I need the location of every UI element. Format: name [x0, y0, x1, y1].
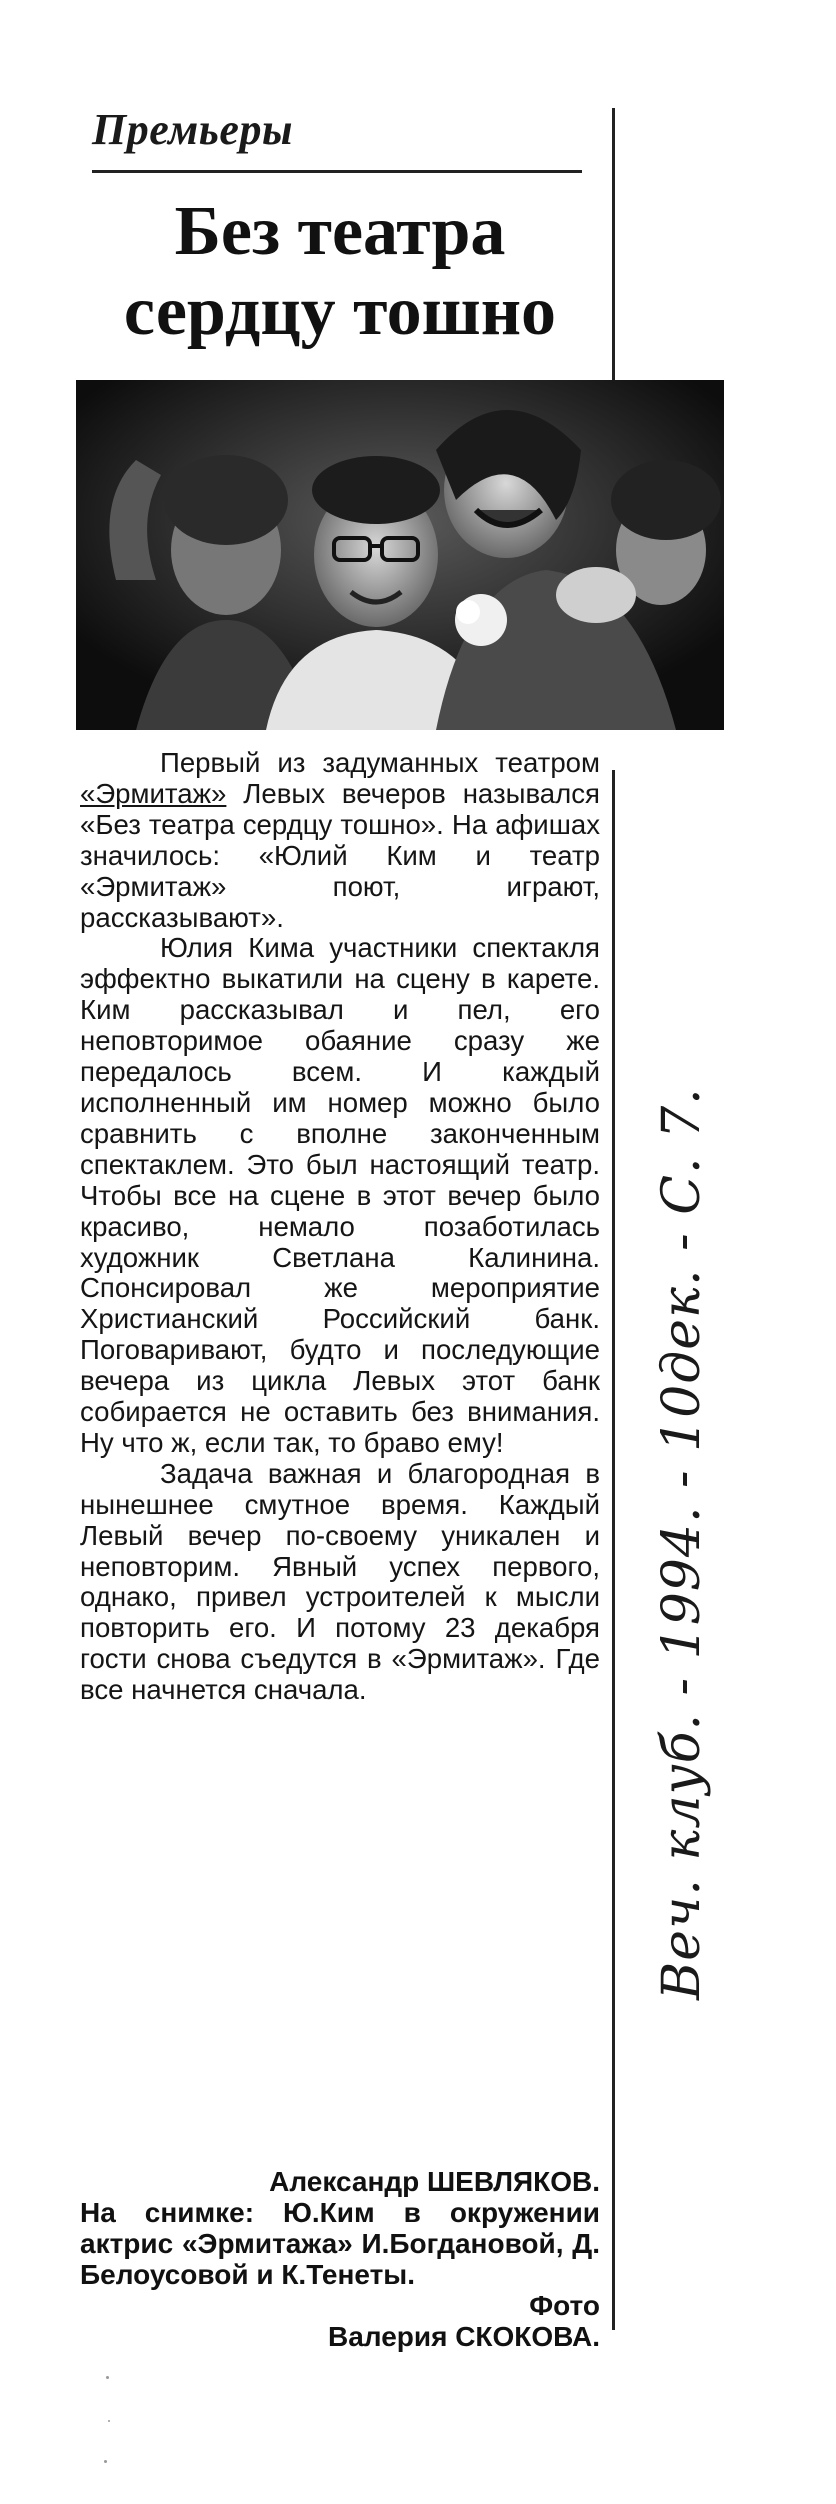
article-headline: [80, 192, 600, 352]
headline-line-1: Без театра: [174, 193, 506, 270]
scan-speck: [108, 2420, 110, 2422]
article-body: [80, 748, 600, 1706]
article-credits: [80, 2166, 600, 2352]
column-rule-top: [612, 108, 615, 390]
paragraph-1-ermitazh: «Эрмитаж»: [80, 777, 227, 809]
photo-caption: На снимке: Ю.Ким в окружении актрис «Эрмитажа» И.Богдановой, Д. Белоусовой и К.Тенеты.: [80, 2197, 600, 2290]
scan-speck: [106, 2376, 109, 2379]
column-rule-main: [612, 770, 615, 2330]
paragraph-1-end: Левых вечеров назывался «Без театра сердцу тошно». На афишах значилось: «Юлий Ким и театр «Эрмитаж» поют, играют, рассказывают».: [80, 777, 600, 933]
photographer-name: Валерия СКОКОВА.: [327, 2321, 600, 2352]
paragraph-3: Задача важная и благородная в нынешнее смутное время. Каждый Левый вечер по-своему уникален и неповторим. Явный успех первого, однако, привел устроителей к мысли повторить его. И потому 23 декабря гости снова съедутся в «Эрмитаж». Где все начнется сначала.: [80, 1457, 600, 1706]
photo-label: Фото: [529, 2290, 600, 2321]
paragraph-1: [80, 748, 600, 933]
article-photo: [76, 380, 724, 730]
author-byline: Александр ШЕВЛЯКОВ.: [269, 2166, 600, 2197]
headline-line-2: сердцу тошно: [123, 273, 557, 350]
photo-illustration: [76, 380, 724, 730]
handwritten-source-note: Веч. клуб. - 1994. - 10дек. - С. 7.: [652, 1087, 712, 2000]
rubric-underline: [92, 170, 582, 173]
rubric-label: Премьеры: [92, 105, 293, 154]
scan-speck: [104, 2460, 107, 2463]
paragraph-1-start: Первый из задуманных театром: [160, 747, 600, 778]
paragraph-2: Юлия Кима участники спектакля эффектно выкатили на сцену в карете. Ким рассказывал и пел, его неповторимое обаяние сразу же передалось всем. И каждый исполненный им номер можно было сравнить с вполне законченным спектаклем. Это был настоящий театр. Чтобы все на сцене в этот вечер было красиво, немало позаботилась художник Светлана Калинина. Спонсировал же мероприятие Христианский Российский банк. Поговаривают, будто и последующие вечера из цикла Левых этот банк собирается не оставить без внимания. Ну что ж, если так, то браво ему!: [80, 932, 600, 1458]
